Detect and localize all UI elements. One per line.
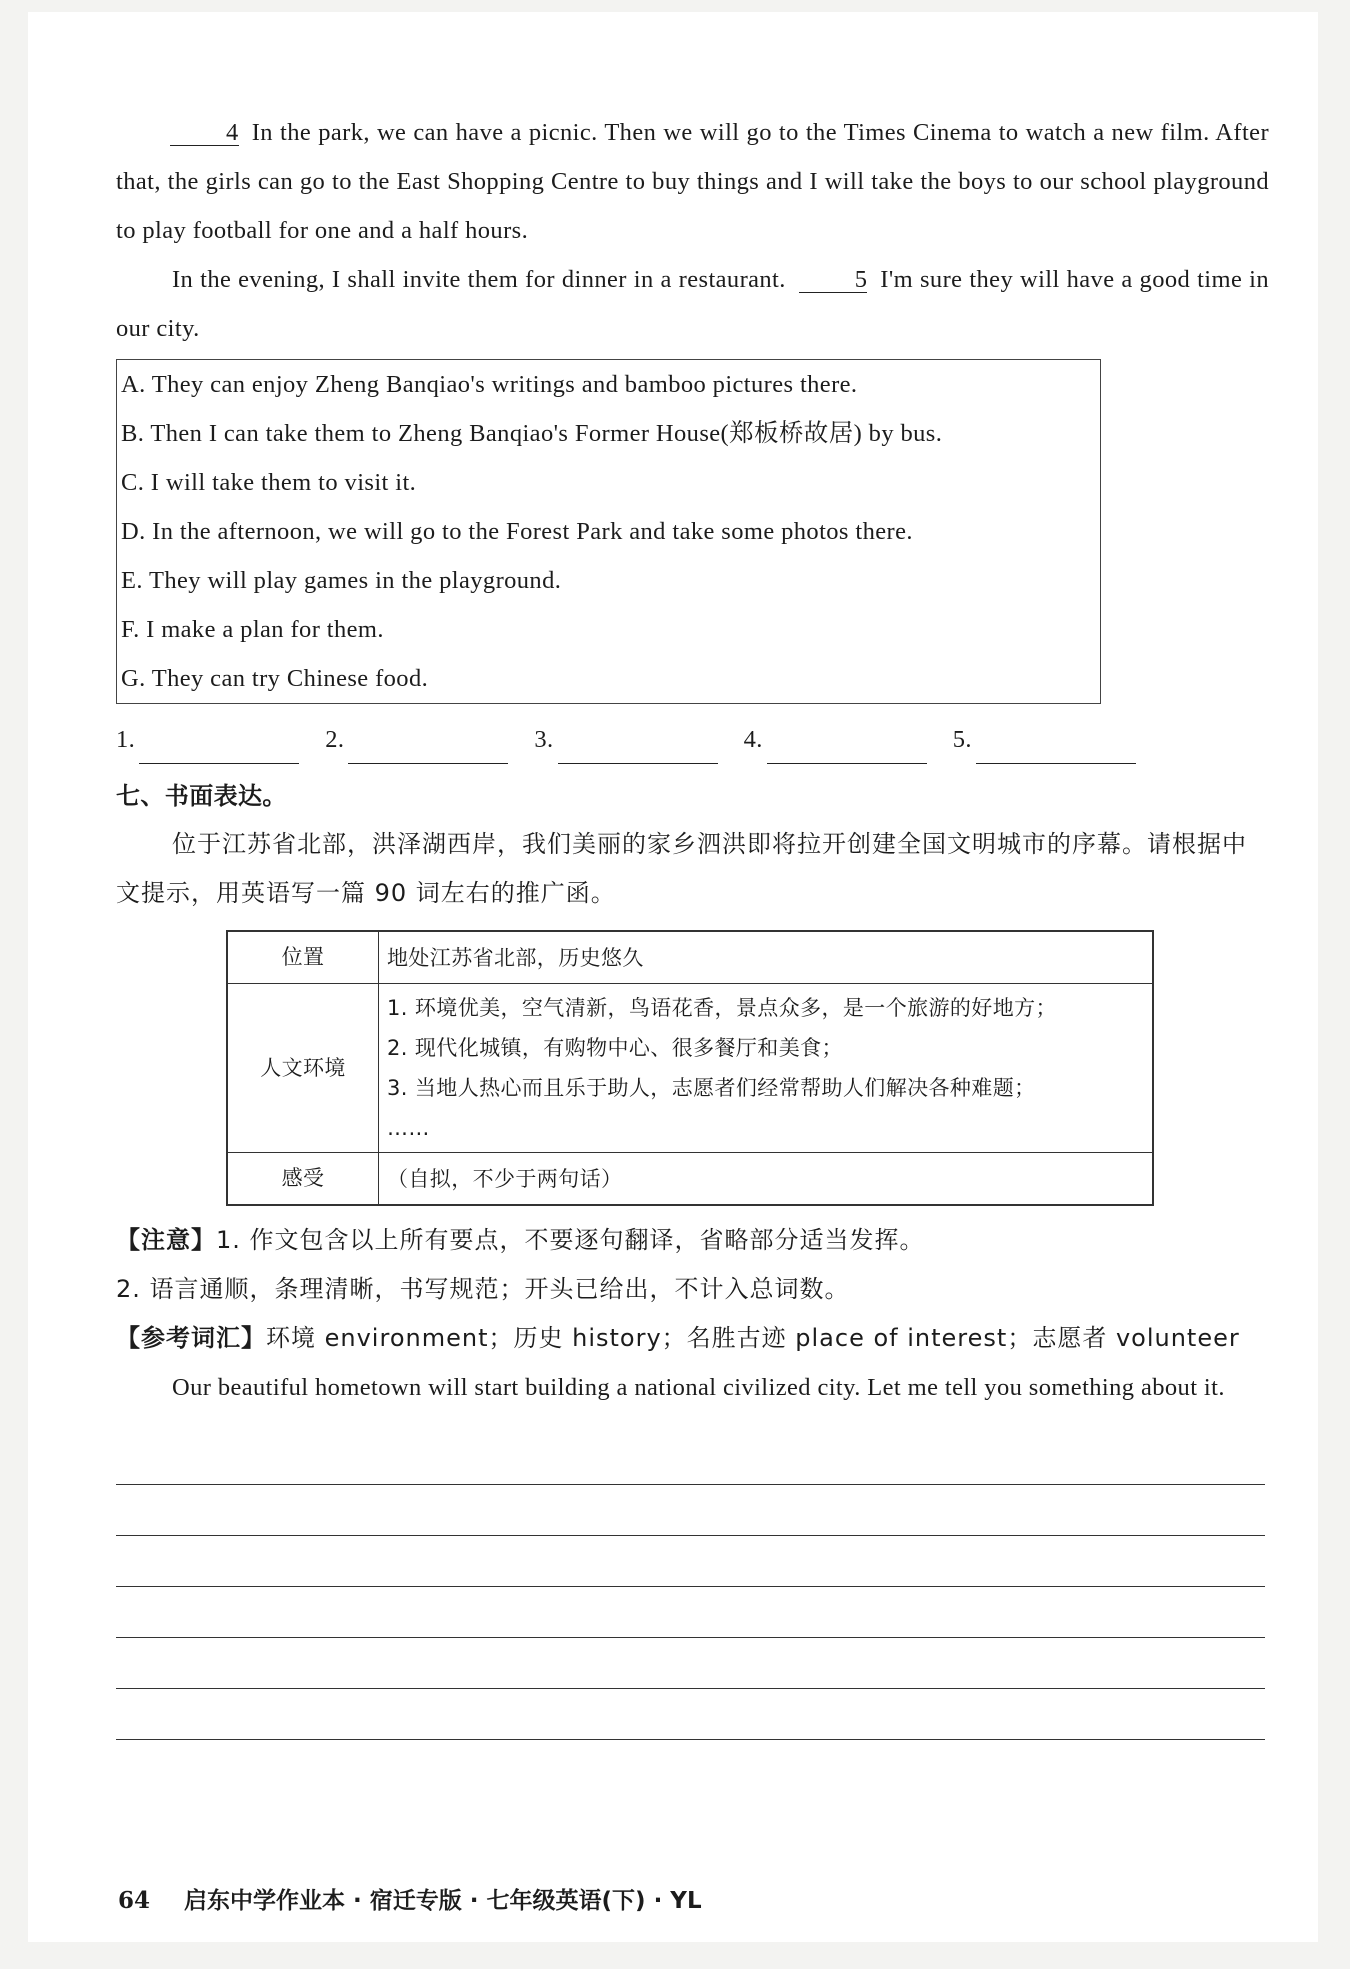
answer-5	[953, 715, 1136, 764]
environment-item-2: 2. 现代化城镇，有购物中心、很多餐厅和美食；	[387, 1036, 843, 1060]
table-label-environment: 人文环境	[227, 984, 379, 1153]
option-b: B. Then I can take them to Zheng Banqiao's Former House(郑板桥故居) by bus.	[121, 420, 943, 447]
writing-line[interactable]	[116, 1587, 1265, 1638]
answer-2-label: 2.	[325, 726, 345, 753]
table-row-feeling	[227, 1153, 1153, 1206]
page-content	[116, 108, 1269, 1740]
writing-area[interactable]	[116, 1434, 1269, 1740]
table-label-location: 位置	[227, 931, 379, 984]
writing-line[interactable]	[116, 1689, 1265, 1740]
reading-paragraph-2	[116, 255, 1269, 353]
vocab-tag: 【参考词汇】	[116, 1324, 266, 1352]
note-line-2: 2. 语言通顺，条理清晰，书写规范；开头已给出，不计入总词数。	[116, 1275, 850, 1303]
paragraph-2-before: In the evening, I shall invite them for dinner in a restaurant.	[172, 266, 786, 293]
option-e: E. They will play games in the playground.	[121, 567, 562, 594]
section-title: 七、书面表达。	[116, 782, 287, 810]
writing-line[interactable]	[116, 1485, 1265, 1536]
answer-4-label: 4.	[743, 726, 763, 753]
table-row-location	[227, 931, 1153, 984]
writing-line[interactable]	[116, 1434, 1265, 1485]
writing-line[interactable]	[116, 1536, 1265, 1587]
blank-5: 5	[799, 268, 868, 293]
table-value-environment	[379, 984, 1154, 1153]
answer-4-field[interactable]	[767, 741, 927, 764]
option-f: F. I make a plan for them.	[121, 616, 384, 643]
page-footer	[118, 1882, 702, 1915]
environment-item-1: 1. 环境优美，空气清新，鸟语花香，景点众多，是一个旅游的好地方；	[387, 996, 1057, 1020]
note-line-1	[116, 1216, 1269, 1265]
answer-4	[744, 715, 927, 764]
answer-5-label: 5.	[952, 726, 972, 753]
answer-row	[116, 704, 1269, 770]
note-tag: 【注意】	[116, 1226, 216, 1254]
answer-2	[325, 715, 508, 764]
option-d: D. In the afternoon, we will go to the Forest Park and take some photos there.	[121, 518, 913, 545]
options-box	[116, 359, 1101, 704]
option-g: G. They can try Chinese food.	[121, 665, 429, 692]
paragraph-2-after: I'm sure they will have a good time in our city.	[116, 266, 1269, 342]
answer-1-field[interactable]	[139, 741, 299, 764]
reading-paragraph-1	[116, 108, 1269, 255]
note-1-text: 1. 作文包含以上所有要点，不要逐句翻译，省略部分适当发挥。	[216, 1226, 925, 1254]
table-row-environment	[227, 984, 1153, 1153]
table-value-feeling: （自拟，不少于两句话）	[379, 1153, 1154, 1206]
answer-1-label: 1.	[116, 726, 136, 753]
vocab-line	[116, 1314, 1269, 1363]
answer-3-field[interactable]	[558, 741, 718, 764]
book-title: 启东中学作业本 · 宿迁专版 · 七年级英语(下) · YL	[184, 1888, 702, 1914]
table-value-location: 地处江苏省北部，历史悠久	[379, 931, 1154, 984]
writing-intro: 位于江苏省北部，洪泽湖西岸，我们美丽的家乡泗洪即将拉开创建全国文明城市的序幕。请根据中文提示，用英语写一篇 90 词左右的推广函。	[116, 830, 1247, 907]
environment-item-more: ……	[387, 1116, 430, 1140]
option-c: C. I will take them to visit it.	[121, 469, 417, 496]
opening-sentence: Our beautiful hometown will start building a national civilized city. Let me tell you something about it.	[172, 1374, 1225, 1401]
answer-3-label: 3.	[534, 726, 554, 753]
page-number: 64	[118, 1887, 151, 1914]
environment-item-3: 3. 当地人热心而且乐于助人，志愿者们经常帮助人们解决各种难题；	[387, 1076, 1036, 1100]
vocab-text: 环境 environment；历史 history；名胜古迹 place of interest；志愿者 volunteer	[266, 1324, 1240, 1352]
blank-4: 4	[170, 121, 239, 146]
writing-prompt-table	[226, 930, 1154, 1206]
worksheet-page	[28, 12, 1318, 1942]
writing-line[interactable]	[116, 1638, 1265, 1689]
answer-2-field[interactable]	[348, 741, 508, 764]
table-label-feeling: 感受	[227, 1153, 379, 1206]
option-a: A. They can enjoy Zheng Banqiao's writings and bamboo pictures there.	[121, 371, 858, 398]
answer-5-field[interactable]	[976, 741, 1136, 764]
paragraph-1-text: In the park, we can have a picnic. Then we will go to the Times Cinema to watch a new film. After that, the girls can go to the East Shopping Centre to buy things and I will take the boys to our school playground to play football for one and a half hours.	[116, 119, 1270, 244]
answer-3	[534, 715, 717, 764]
answer-1	[116, 715, 299, 764]
